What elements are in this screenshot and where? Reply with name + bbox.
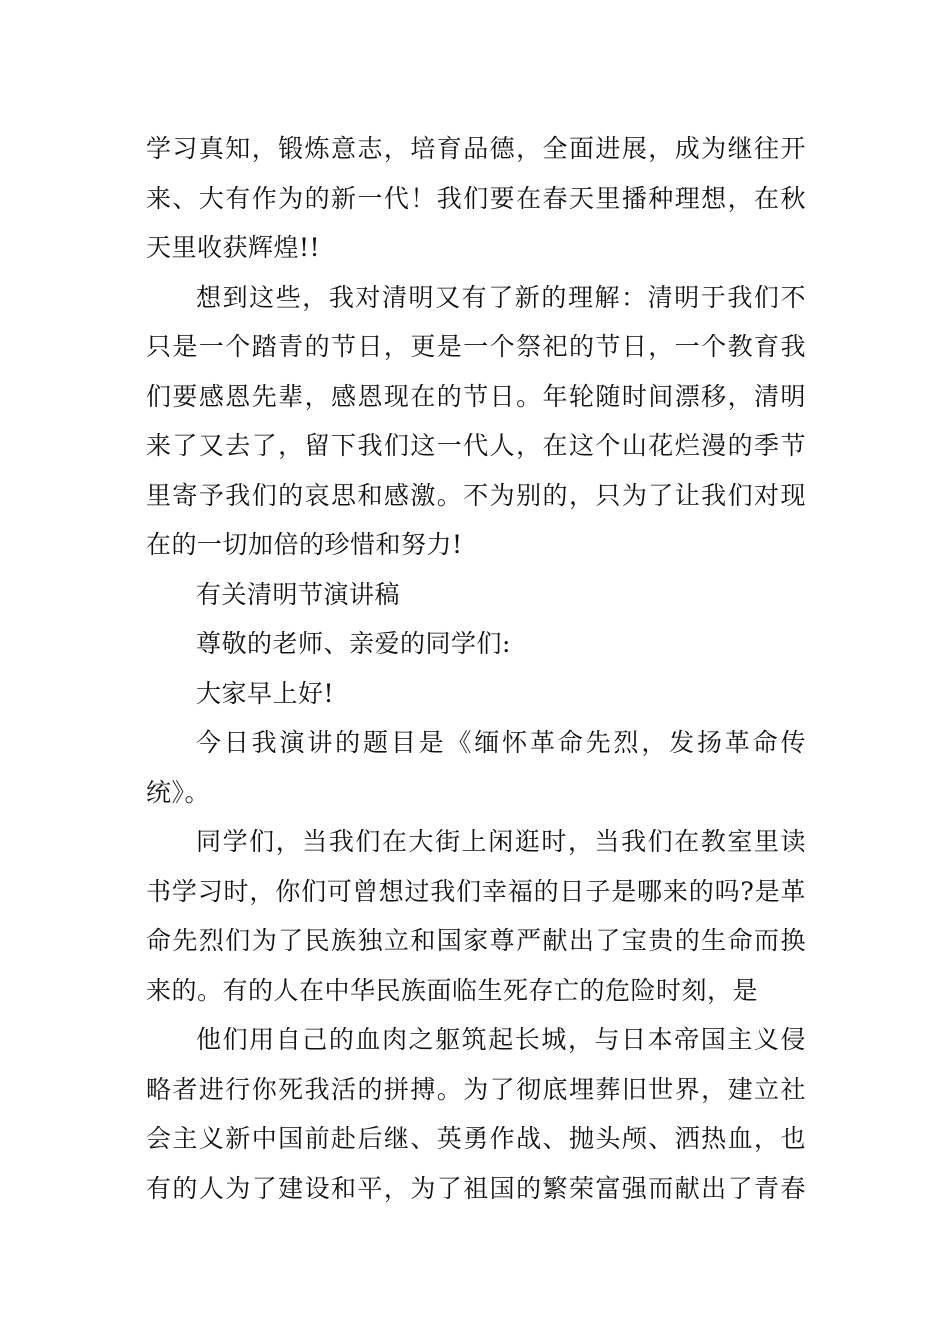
text-line-22: 有的人为了建设和平，为了祖国的繁荣富强而献出了青春	[146, 1173, 806, 1203]
text-line-13: 今日我演讲的题目是《缅怀革命先烈，发扬革命传	[196, 728, 806, 757]
text-line-19: 他们用自己的血肉之躯筑起长城，与日本帝国主义侵	[196, 1025, 806, 1054]
text-line-4: 想到这些，我对清明又有了新的理解：清明于我们不	[196, 282, 806, 312]
text-line-2: 来、大有作为的新一代！我们要在春天里播种理想，在秋	[146, 183, 806, 213]
text-line-1: 学习真知，锻炼意志，培育品德，全面进展，成为继往开	[146, 134, 806, 163]
text-line-3: 天里收获辉煌!!	[146, 233, 321, 262]
text-line-20: 略者进行你死我活的拼搏。为了彻底埋葬旧世界，建立社	[146, 1074, 806, 1104]
text-line-5: 只是一个踏青的节日，更是一个祭祀的节日，一个教育我	[146, 332, 806, 361]
text-line-9: 在的一切加倍的珍惜和努力!	[146, 530, 463, 559]
salutation: 尊敬的老师、亲爱的同学们:	[196, 629, 511, 658]
text-line-14: 统》。	[146, 777, 211, 807]
greeting: 大家早上好!	[196, 678, 335, 708]
text-line-7: 来了又去了，留下我们这一代人，在这个山花烂漫的季节	[146, 431, 806, 460]
text-line-16: 书学习时，你们可曾想过我们幸福的日子是哪来的吗?是革	[146, 876, 806, 906]
text-line-17: 命先烈们为了民族独立和国家尊严献出了宝贵的生命而换	[146, 926, 806, 955]
text-line-6: 们要感恩先辈，感恩现在的节日。年轮随时间漂移，清明	[146, 381, 806, 411]
text-line-18: 来的。有的人在中华民族面临生死存亡的危险时刻，是	[146, 975, 759, 1005]
text-line-15: 同学们，当我们在大街上闲逛时，当我们在教室里读	[196, 827, 806, 856]
section-title: 有关清明节演讲稿	[196, 579, 401, 609]
document-body	[146, 124, 806, 1213]
text-line-8: 里寄予我们的哀思和感激。不为别的，只为了让我们对现	[146, 480, 806, 510]
text-line-21: 会主义新中国前赴后继、英勇作战、抛头颅、洒热血，也	[146, 1124, 806, 1153]
